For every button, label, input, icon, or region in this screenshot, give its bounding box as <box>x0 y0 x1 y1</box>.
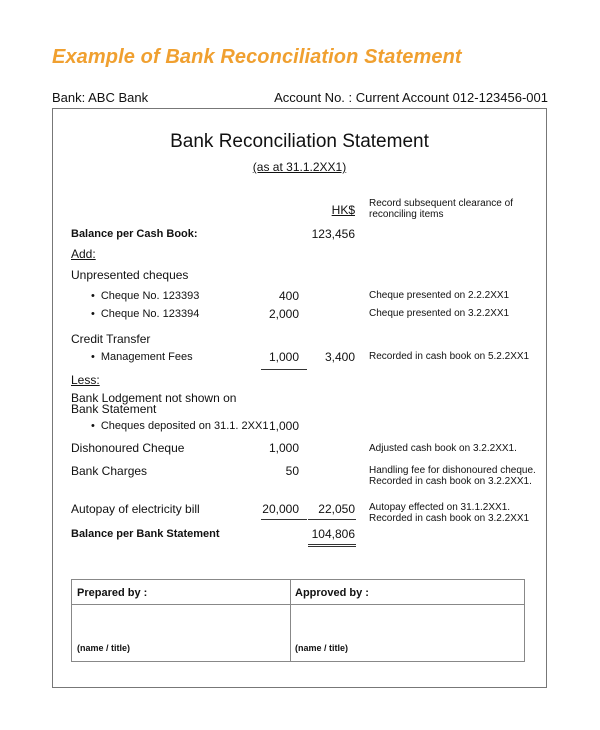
subtotal-rule <box>261 369 307 370</box>
balance-bank-label: Balance per Bank Statement <box>71 528 220 540</box>
prepared-by-label: Prepared by : <box>72 580 290 605</box>
subtotal-rule <box>261 519 307 520</box>
less-subtotal-amount: 22,050 <box>318 502 355 516</box>
autopay-label: Autopay of electricity bill <box>71 502 200 516</box>
management-fees-label: • Management Fees <box>91 351 193 363</box>
reconciliation-document <box>52 108 547 688</box>
management-fees-amount: 1,000 <box>268 350 299 364</box>
subtotal-rule <box>308 519 356 520</box>
account-number: Account No. : Current Account 012-123456-001 <box>274 90 548 105</box>
page-heading: Example of Bank Reconciliation Statement <box>52 46 462 68</box>
cheques-deposited-amount: 1,000 <box>268 419 299 433</box>
notes-header: Record subsequent clearance of reconciling items <box>369 198 513 220</box>
currency-header: HK$ <box>331 203 355 217</box>
approved-by-cell[interactable] <box>290 580 524 661</box>
prepared-name-title: (name / title) <box>77 643 131 653</box>
cheque-item-amount: 400 <box>278 289 299 303</box>
cheque-item-note: Cheque presented on 3.2.2XX1 <box>369 308 510 319</box>
approved-name-title: (name / title) <box>295 643 349 653</box>
autopay-note: Autopay effected on 31.1.2XX1. Recorded in cash book on 3.2.2XX1 <box>369 502 530 524</box>
unpresented-cheques-label: Unpresented cheques <box>71 268 189 282</box>
approved-by-label: Approved by : <box>290 580 524 605</box>
dishonoured-cheque-label: Dishonoured Cheque <box>71 441 185 455</box>
cheque-item-note: Cheque presented on 2.2.2XX1 <box>369 290 510 301</box>
dishonoured-cheque-note: Adjusted cash book on 3.2.2XX1. <box>369 443 517 454</box>
credit-transfer-label: Credit Transfer <box>71 332 151 346</box>
cheque-item-label: • Cheque No. 123393 <box>91 290 199 302</box>
signoff-table <box>71 579 525 662</box>
lodgement-label: Bank Lodgement not shown on Bank Statement <box>71 391 237 416</box>
balance-bank-amount: 104,806 <box>311 527 355 541</box>
add-label: Add: <box>71 247 96 261</box>
less-label: Less: <box>71 373 100 387</box>
dishonoured-cheque-amount: 1,000 <box>268 441 299 455</box>
add-subtotal-amount: 3,400 <box>324 350 355 364</box>
balance-cash-book-label: Balance per Cash Book: <box>71 228 198 240</box>
statement-date: (as at 31.1.2XX1) <box>252 160 347 174</box>
bank-charges-amount: 50 <box>285 464 299 478</box>
balance-cash-book-amount: 123,456 <box>311 227 355 241</box>
statement-title: Bank Reconciliation Statement <box>170 131 429 152</box>
total-double-rule <box>308 546 356 547</box>
autopay-amount: 20,000 <box>262 502 299 516</box>
cheques-deposited-label: • Cheques deposited on 31.1. 2XX1 <box>91 420 268 432</box>
cheque-item-amount: 2,000 <box>268 307 299 321</box>
bank-name: Bank: ABC Bank <box>52 90 149 105</box>
total-rule <box>308 544 356 545</box>
prepared-by-cell[interactable] <box>72 580 291 661</box>
bank-charges-label: Bank Charges <box>71 464 148 478</box>
cheque-item-label: • Cheque No. 123394 <box>91 308 199 320</box>
bank-charges-note: Handling fee for dishonoured cheque. Recorded in cash book on 3.2.2XX1. <box>369 465 536 487</box>
management-fees-note: Recorded in cash book on 5.2.2XX1 <box>369 351 530 362</box>
